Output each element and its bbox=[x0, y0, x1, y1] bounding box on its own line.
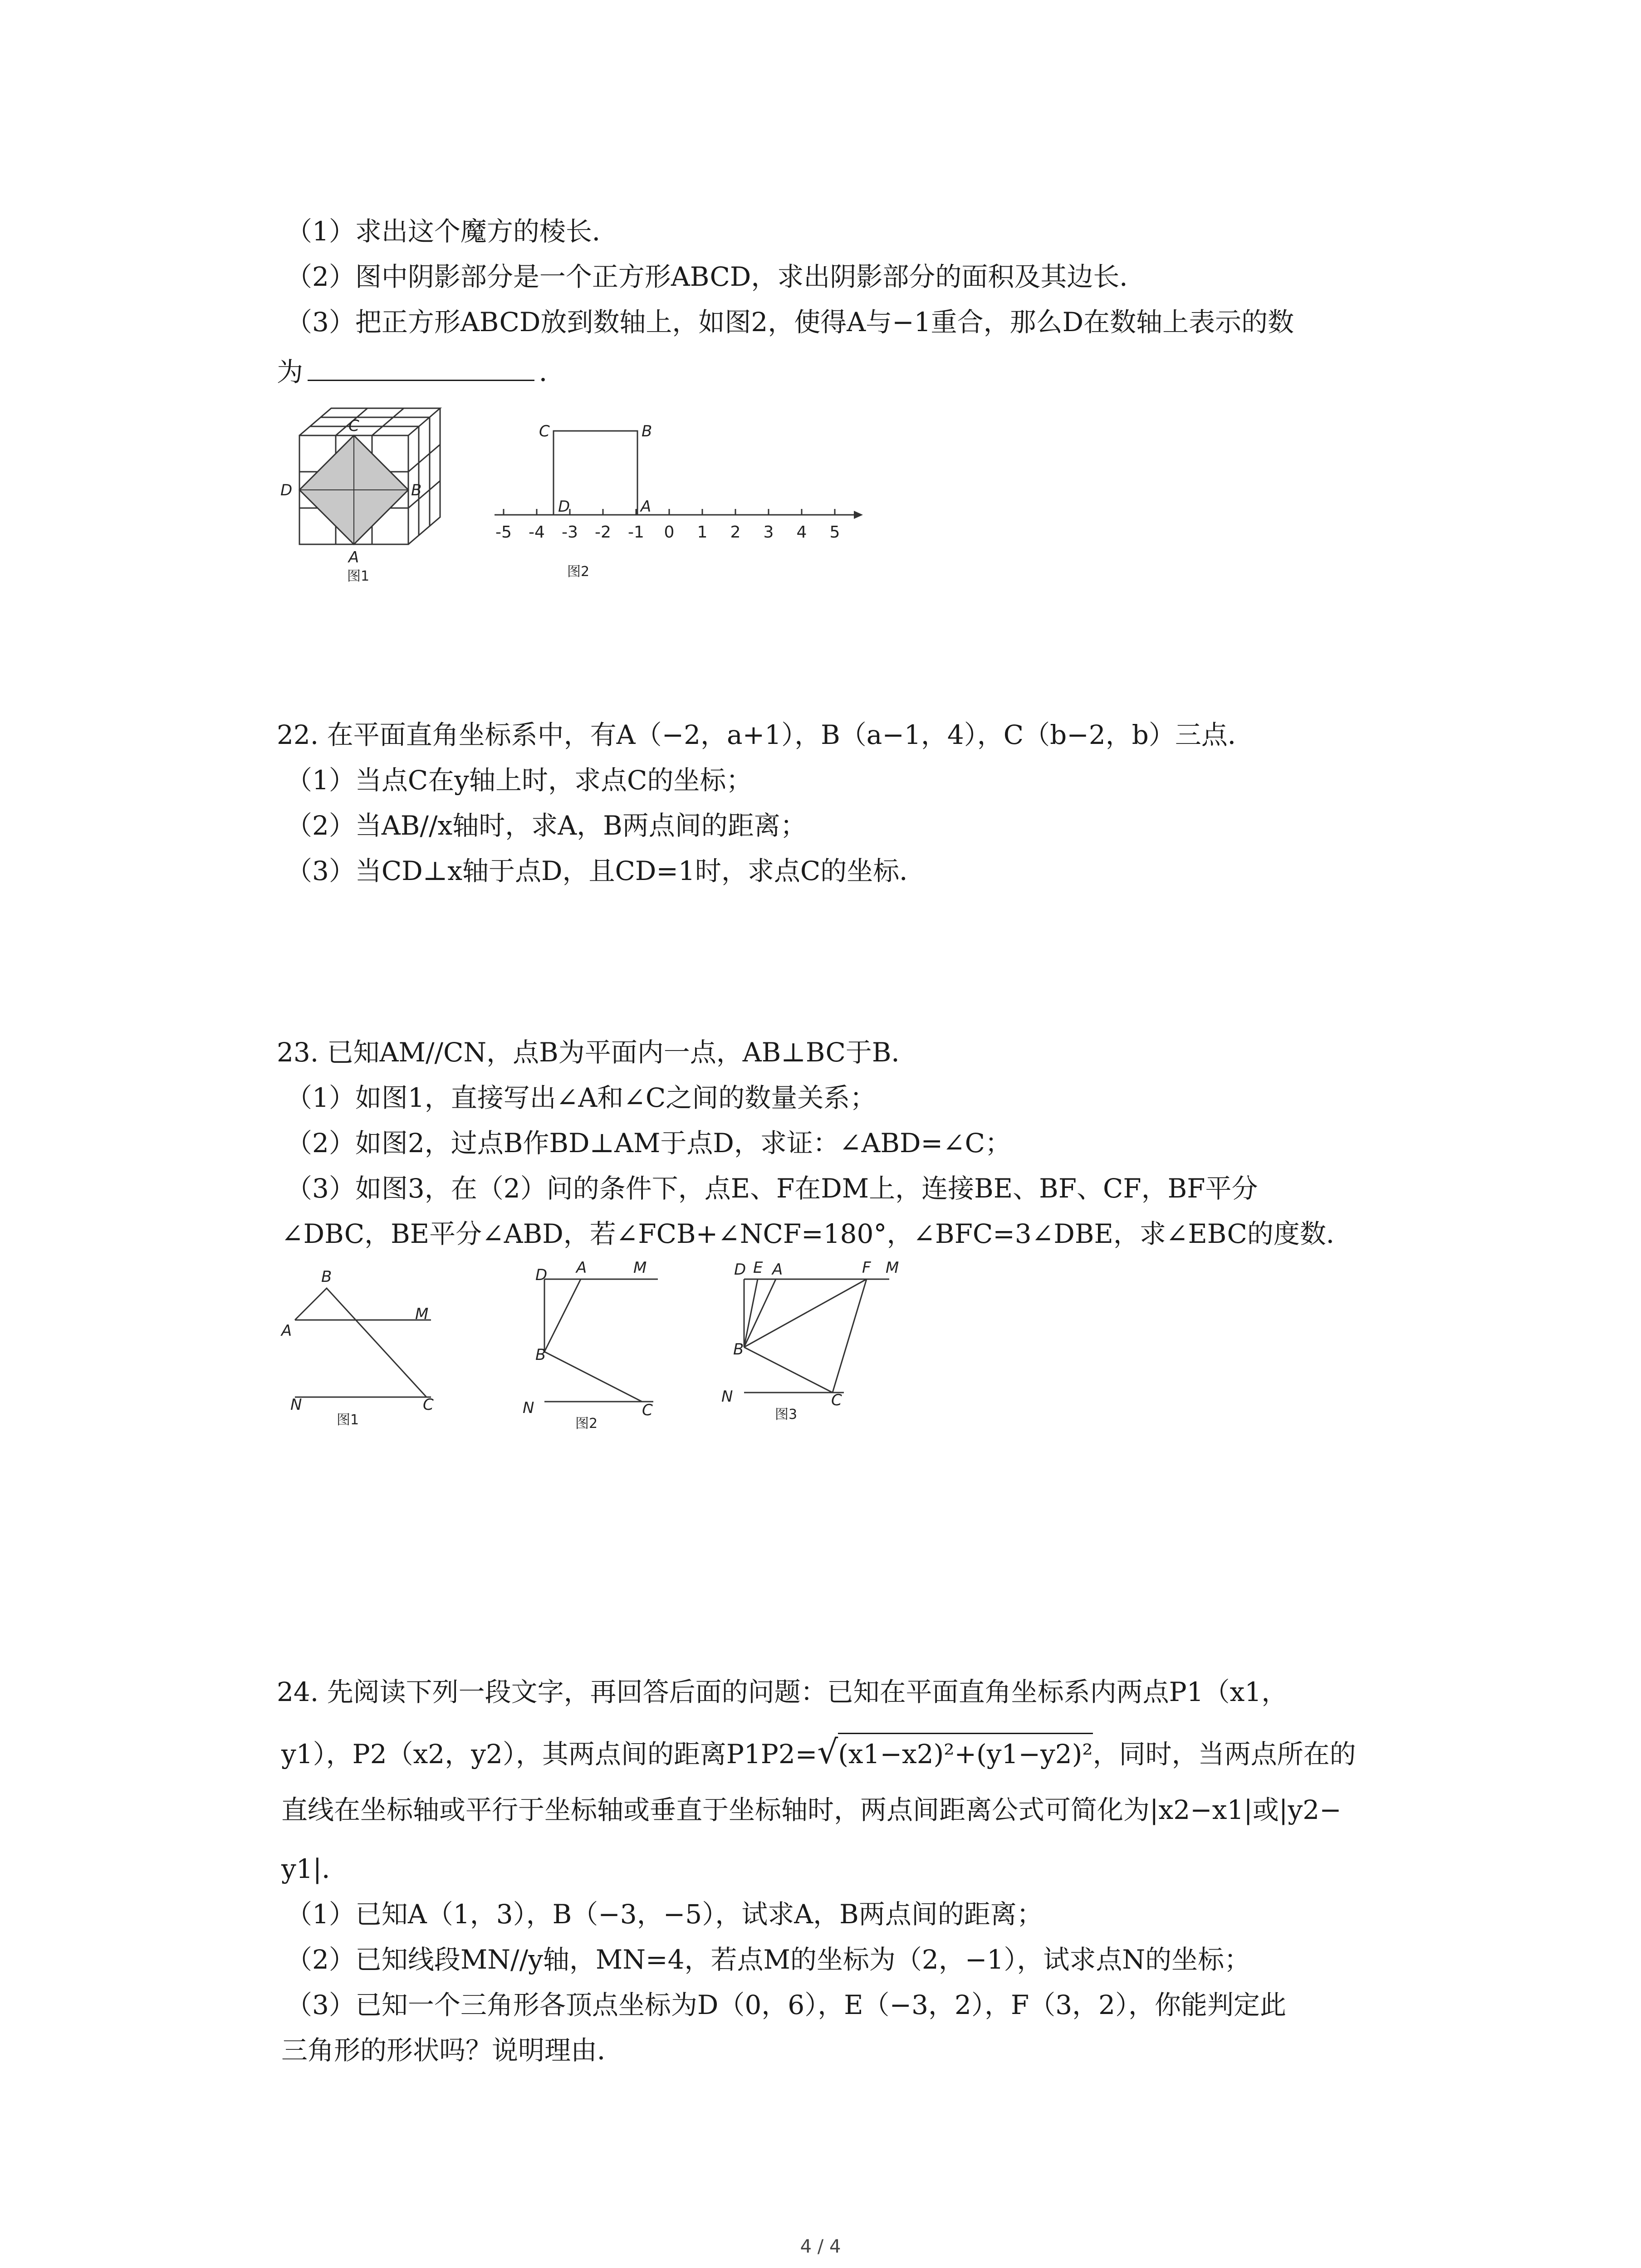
q22-stem: 22. 在平面直角坐标系中，有A（−2，a+1），B（a−1，4），C（b−2，b）三点． bbox=[277, 719, 1254, 750]
q23-fig3-point-M: M bbox=[886, 1259, 899, 1277]
q23-fig1-point-C: C bbox=[423, 1396, 434, 1414]
tick-label: -2 bbox=[595, 523, 611, 542]
q24-line2 bbox=[281, 1733, 1356, 1772]
q23-fig3-caption: 图3 bbox=[775, 1407, 798, 1422]
tick-label: -4 bbox=[529, 523, 545, 542]
q23-fig1-point-A: A bbox=[281, 1322, 292, 1340]
q23-fig2-point-N: N bbox=[523, 1399, 534, 1417]
q24-part1: （1）已知A（1，3），B（−3，−5），试求A，B两点间的距离； bbox=[286, 1899, 1043, 1930]
distance-formula-radicand: (x1−x2)²+(y1−y2)² bbox=[838, 1733, 1092, 1772]
page-number: 4 / 4 bbox=[800, 2236, 841, 2257]
q23-fig3-point-E: E bbox=[753, 1259, 763, 1277]
q23-fig3-point-B: B bbox=[733, 1340, 744, 1359]
q23-fig1-point-N: N bbox=[290, 1396, 302, 1414]
q22-part2: （2）当AB//x轴时，求A，B两点间的距离； bbox=[286, 810, 807, 841]
q23-fig2-caption: 图2 bbox=[575, 1416, 598, 1432]
fig1-point-C: C bbox=[348, 417, 359, 435]
q24-line2-suffix: ，同时，当两点所在的 bbox=[1092, 1739, 1356, 1769]
tick-label: 5 bbox=[829, 523, 840, 542]
q23-fig3-point-C: C bbox=[831, 1391, 842, 1409]
q21-part3-prefix: 为 bbox=[277, 357, 304, 387]
q24-part2: （2）已知线段MN//y轴，MN=4，若点M的坐标为（2，−1），试求点N的坐标； bbox=[286, 1944, 1251, 1975]
answer-blank bbox=[308, 356, 534, 381]
q23-fig2-point-A: A bbox=[576, 1259, 587, 1277]
q23-fig3-point-A: A bbox=[772, 1261, 783, 1279]
tick-label: -1 bbox=[628, 523, 644, 542]
tick-label: 3 bbox=[763, 523, 774, 542]
fig2-point-B: B bbox=[642, 422, 652, 440]
q21-part1: （1）求出这个魔方的棱长． bbox=[286, 216, 618, 247]
fig1-caption: 图1 bbox=[347, 568, 370, 584]
q23-fig1-point-B: B bbox=[321, 1268, 332, 1286]
tick-label: 1 bbox=[697, 523, 708, 542]
q21-figure2-numberline bbox=[490, 408, 871, 585]
fig2-point-A: A bbox=[641, 498, 652, 516]
q23-fig3-point-N: N bbox=[721, 1388, 733, 1406]
q24-part3-line2: 三角形的形状吗？说明理由． bbox=[281, 2035, 624, 2066]
fig1-point-A: A bbox=[348, 548, 359, 567]
tick-label: 4 bbox=[796, 523, 807, 542]
q23-fig3-point-F: F bbox=[862, 1259, 871, 1277]
q23-fig1-caption: 图1 bbox=[337, 1412, 359, 1428]
tick-label: -5 bbox=[495, 523, 512, 542]
fig2-point-D: D bbox=[558, 498, 570, 516]
q23-fig2-point-C: C bbox=[642, 1401, 653, 1419]
q24-line4: y1|． bbox=[281, 1853, 348, 1884]
fig2-point-C: C bbox=[539, 422, 550, 440]
tick-label: 2 bbox=[730, 523, 741, 542]
q24-line3: 直线在坐标轴或平行于坐标轴或垂直于坐标轴时，两点间距离公式可简化为|x2−x1|或|y2− bbox=[281, 1794, 1342, 1825]
q23-fig3-point-D: D bbox=[734, 1261, 746, 1279]
q23-figure3 bbox=[717, 1256, 935, 1433]
q23-part3-line2: ∠DBC，BE平分∠ABD，若∠FCB+∠NCF=180°，∠BFC=3∠DBE，求∠EBC的度数． bbox=[281, 1218, 1352, 1249]
number-line-ticks bbox=[495, 509, 840, 542]
q21-part3-line1: （3）把正方形ABCD放到数轴上，如图2，使得A与−1重合，那么D在数轴上表示的数 bbox=[286, 307, 1294, 337]
q22-part3: （3）当CD⊥x轴于点D，且CD=1时，求点C的坐标． bbox=[286, 855, 926, 886]
q24-part3-line1: （3）已知一个三角形各顶点坐标为D（0，6），E（−3，2），F（3，2），你能判定此 bbox=[286, 1989, 1286, 2020]
q24-line1: 24. 先阅读下列一段文字，再回答后面的问题：已知在平面直角坐标系内两点P1（x1， bbox=[277, 1677, 1288, 1707]
q23-part2: （2）如图2，过点B作BD⊥AM于点D，求证：∠ABD=∠C； bbox=[286, 1128, 1012, 1158]
q22-part1: （1）当点C在y轴上时，求点C的坐标； bbox=[286, 765, 753, 796]
q21-part2: （2）图中阴影部分是一个正方形ABCD，求出阴影部分的面积及其边长． bbox=[286, 261, 1146, 292]
q23-fig2-point-D: D bbox=[535, 1266, 548, 1284]
q23-fig1-point-M: M bbox=[415, 1305, 429, 1323]
q23-part1: （1）如图1，直接写出∠A和∠C之间的数量关系； bbox=[286, 1082, 877, 1113]
distance-formula-radical: √(x1−x2)²+(y1−y2)² bbox=[817, 1733, 1092, 1772]
q21-part3-suffix: ． bbox=[539, 357, 566, 387]
fig1-point-B: B bbox=[411, 481, 422, 499]
tick-label: 0 bbox=[664, 523, 675, 542]
q23-fig2-point-M: M bbox=[633, 1259, 647, 1277]
fig1-point-D: D bbox=[280, 481, 293, 499]
q21-figure1-cube bbox=[272, 395, 463, 585]
q21-part3-line2 bbox=[277, 354, 565, 390]
q24-line2-prefix: y1），P2（x2，y2），其两点间的距离P1P2= bbox=[281, 1739, 818, 1769]
q23-figure2 bbox=[517, 1256, 708, 1433]
q23-figure1 bbox=[281, 1266, 472, 1433]
q23-fig2-point-B: B bbox=[535, 1346, 546, 1364]
q23-stem: 23. 已知AM//CN，点B为平面内一点，AB⊥BC于B． bbox=[277, 1037, 918, 1068]
q23-part3-line1: （3）如图3，在（2）问的条件下，点E、F在DM上，连接BE、BF、CF，BF平分 bbox=[286, 1173, 1258, 1204]
tick-label: -3 bbox=[562, 523, 578, 542]
fig2-caption: 图2 bbox=[567, 564, 590, 580]
